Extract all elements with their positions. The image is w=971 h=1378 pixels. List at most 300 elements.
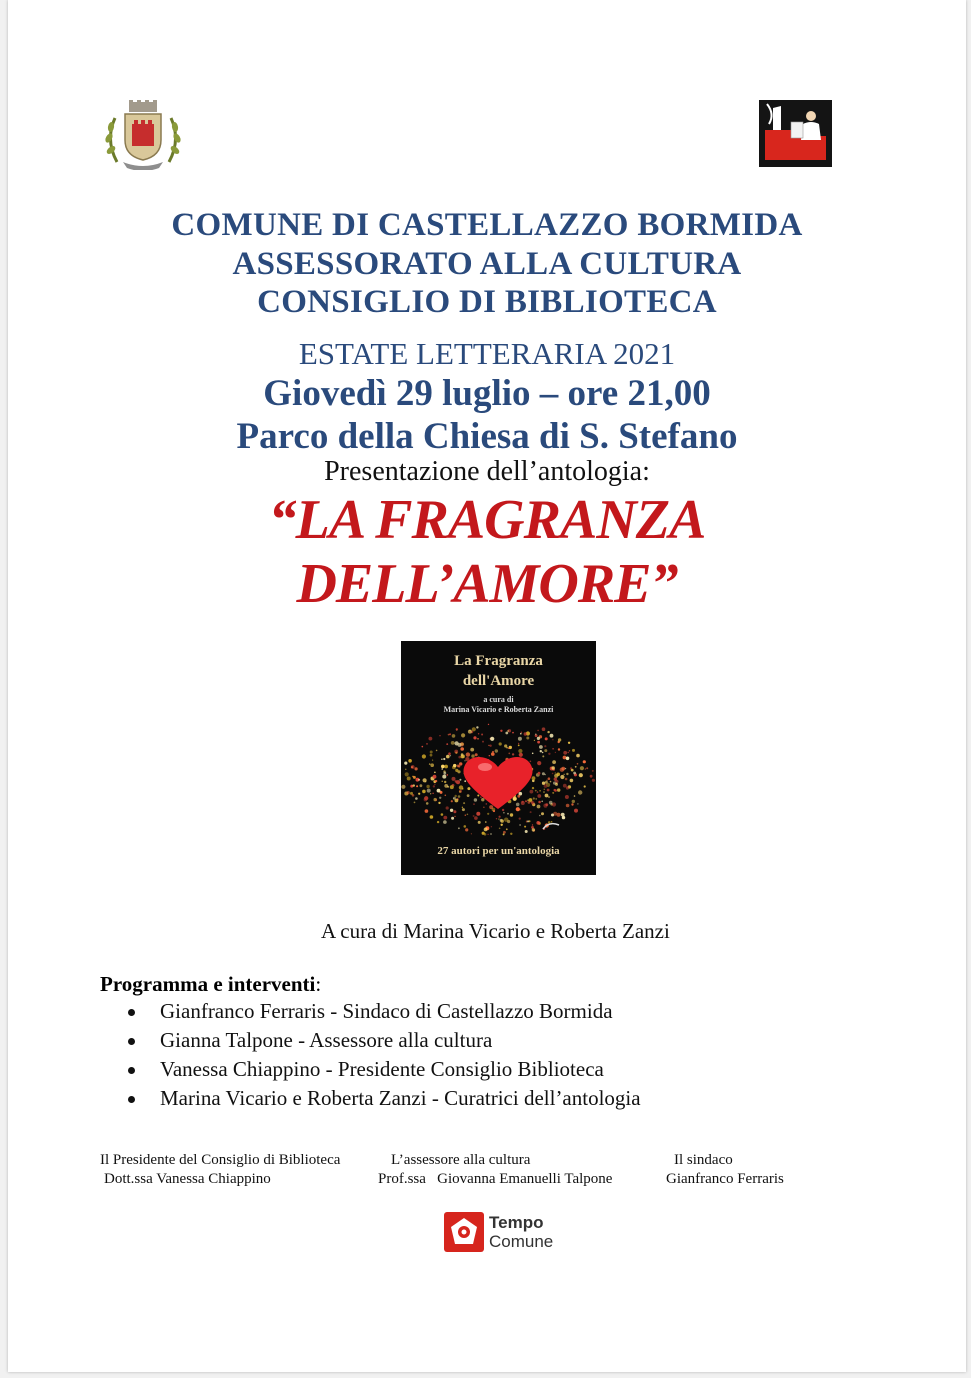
confetti-dot xyxy=(545,794,549,798)
confetti-dot xyxy=(552,802,556,806)
confetti-dot xyxy=(532,753,534,755)
document-page xyxy=(8,0,966,1372)
confetti-dot xyxy=(550,734,554,738)
confetti-dot xyxy=(485,821,487,823)
confetti-dot xyxy=(574,795,576,797)
confetti-dot xyxy=(499,828,501,830)
confetti-dot xyxy=(474,816,478,820)
confetti-dot xyxy=(435,780,437,782)
confetti-dot xyxy=(422,746,424,748)
confetti-dot xyxy=(539,815,541,817)
confetti-dot xyxy=(532,787,534,789)
confetti-dot xyxy=(429,737,433,741)
confetti-dot xyxy=(533,797,535,799)
confetti-dot xyxy=(537,805,541,809)
confetti-dot xyxy=(413,776,415,778)
confetti-dot xyxy=(518,743,519,744)
confetti-dot xyxy=(448,734,450,736)
heading-assessorato: ASSESSORATO ALLA CULTURA xyxy=(232,246,742,282)
confetti-dot xyxy=(554,789,556,791)
confetti-dot xyxy=(510,833,512,835)
confetti-dot xyxy=(537,737,540,740)
confetti-dot xyxy=(447,786,449,788)
confetti-dot xyxy=(451,800,453,802)
confetti-dot xyxy=(481,734,483,736)
confetti-dot xyxy=(547,789,550,792)
confetti-dot xyxy=(478,733,479,734)
confetti-dot xyxy=(477,795,479,797)
confetti-dot xyxy=(426,743,428,745)
confetti-dot xyxy=(427,789,431,793)
confetti-dot xyxy=(561,767,565,771)
event-series: ESTATE LETTERARIA 2021 xyxy=(298,336,676,371)
confetti-dot xyxy=(499,816,501,818)
confetti-dot xyxy=(473,803,475,805)
confetti-dot xyxy=(574,809,578,813)
confetti-dot xyxy=(448,752,451,755)
confetti-dot xyxy=(516,803,520,807)
confetti-dot xyxy=(572,749,575,752)
confetti-dot xyxy=(555,772,556,773)
confetti-dot xyxy=(545,781,548,784)
confetti-dot xyxy=(532,824,533,825)
confetti-dot xyxy=(474,798,477,801)
signature-role-assessore: L’assessore alla cultura xyxy=(391,1152,531,1168)
confetti-dot xyxy=(454,816,455,817)
confetti-dot xyxy=(542,727,546,731)
confetti-dot xyxy=(547,731,549,733)
confetti-burst xyxy=(401,717,596,837)
confetti-dot xyxy=(508,753,510,755)
program-list xyxy=(100,997,641,1113)
confetti-dot xyxy=(517,795,520,798)
signature-name-presidente: Dott.ssa Vanessa Chiappino xyxy=(104,1171,271,1187)
confetti-dot xyxy=(443,772,446,775)
list-item: Gianfranco Ferraris - Sindaco di Castellazzo Bormida xyxy=(100,997,641,1026)
confetti-dot xyxy=(501,824,503,826)
confetti-dot xyxy=(456,728,458,730)
book-cover-footer: 27 autori per un'antologia xyxy=(437,845,560,857)
confetti-dot xyxy=(530,761,532,763)
confetti-dot xyxy=(475,753,478,756)
confetti-dot xyxy=(549,801,553,805)
confetti-dot xyxy=(556,783,558,785)
confetti-dot xyxy=(418,779,420,781)
confetti-dot xyxy=(508,747,510,749)
confetti-dot xyxy=(563,751,567,755)
confetti-dot xyxy=(527,820,529,822)
confetti-dot xyxy=(441,765,445,769)
confetti-dot xyxy=(464,825,467,828)
confetti-dot xyxy=(467,787,470,790)
signature-name-assessore xyxy=(378,1171,612,1188)
confetti-dot xyxy=(542,772,545,775)
confetti-dot xyxy=(550,781,552,783)
confetti-dot xyxy=(434,772,436,774)
confetti-dot xyxy=(455,799,459,803)
confetti-dot xyxy=(443,820,447,824)
confetti-dot xyxy=(491,752,495,756)
confetti-dot xyxy=(527,799,529,801)
confetti-dot xyxy=(461,733,465,737)
confetti-dot xyxy=(503,831,506,834)
confetti-dot xyxy=(505,732,508,735)
signature-prefix-assessore: Prof.ssa xyxy=(378,1171,426,1187)
confetti-dot xyxy=(456,780,460,784)
confetti-dot xyxy=(561,813,565,817)
confetti-dot xyxy=(450,809,453,812)
confetti-dot xyxy=(519,818,521,820)
confetti-dot xyxy=(566,773,568,775)
book-cover-title-2: dell'Amore xyxy=(462,673,535,689)
confetti-dot xyxy=(486,803,488,805)
confetti-dot xyxy=(518,749,522,753)
signature-role-sindaco: Il sindaco xyxy=(674,1152,733,1168)
confetti-dot xyxy=(554,777,557,780)
confetti-dot xyxy=(490,737,494,741)
confetti-dot xyxy=(430,815,434,819)
confetti-dot xyxy=(462,807,463,808)
confetti-dot xyxy=(504,818,508,822)
confetti-dot xyxy=(507,813,509,815)
confetti-dot xyxy=(478,821,481,824)
confetti-dot xyxy=(521,801,525,805)
confetti-dot xyxy=(418,793,420,795)
confetti-dot xyxy=(537,730,539,732)
event-intro: Presentazione dell’antologia: xyxy=(324,456,650,487)
program-heading xyxy=(100,972,321,997)
confetti-dot xyxy=(538,772,541,775)
signature-fullname-assessore: Giovanna Emanuelli Talpone xyxy=(437,1171,613,1187)
confetti-dot xyxy=(415,767,418,770)
confetti-dot xyxy=(444,781,446,783)
heading-comune: COMUNE DI CASTELLAZZO BORMIDA xyxy=(171,207,803,243)
book-cover-image xyxy=(401,641,596,875)
confetti-dot xyxy=(406,791,409,794)
confetti-dot xyxy=(498,818,499,819)
tempo-comune-logo-icon xyxy=(444,1212,484,1252)
confetti-dot xyxy=(567,752,569,754)
signature-name-sindaco: Gianfranco Ferraris xyxy=(666,1171,784,1187)
confetti-dot xyxy=(548,753,550,755)
confetti-dot xyxy=(476,726,478,728)
confetti-dot xyxy=(555,752,556,753)
confetti-dot xyxy=(420,784,423,787)
confetti-dot xyxy=(415,797,418,800)
confetti-dot xyxy=(430,754,433,757)
confetti-dot xyxy=(501,819,504,822)
confetti-dot xyxy=(558,738,561,741)
confetti-dot xyxy=(491,826,492,827)
confetti-dot xyxy=(424,798,428,802)
confetti-dot xyxy=(551,821,553,823)
confetti-dot xyxy=(477,738,479,740)
confetti-dot xyxy=(538,801,541,804)
confetti-dot xyxy=(525,830,528,833)
confetti-dot xyxy=(518,745,520,747)
confetti-dot xyxy=(408,759,412,763)
confetti-dot xyxy=(422,754,426,758)
confetti-dot xyxy=(443,758,445,760)
confetti-dot xyxy=(462,788,464,790)
confetti-dot xyxy=(585,768,586,769)
confetti-dot xyxy=(441,813,444,816)
confetti-dot xyxy=(515,797,516,798)
confetti-dot xyxy=(539,745,543,749)
confetti-dot xyxy=(540,750,542,752)
confetti-dot xyxy=(560,775,564,779)
confetti-dot xyxy=(545,737,548,740)
confetti-dot xyxy=(430,751,433,754)
confetti-dot xyxy=(566,804,570,808)
confetti-dot xyxy=(404,762,407,765)
program-heading-colon: : xyxy=(315,972,322,996)
confetti-dot xyxy=(534,740,535,741)
confetti-dot xyxy=(528,801,531,804)
confetti-dot xyxy=(446,755,450,759)
confetti-dot xyxy=(445,795,447,797)
confetti-dot xyxy=(500,730,502,732)
confetti-dot xyxy=(450,755,451,756)
confetti-dot xyxy=(455,769,458,772)
list-item: Marina Vicario e Roberta Zanzi - Curatrici dell’antologia xyxy=(100,1084,641,1113)
confetti-dot xyxy=(425,809,429,813)
confetti-dot xyxy=(442,775,446,779)
confetti-dot xyxy=(563,784,567,788)
tempo-logo-line2: Comune xyxy=(489,1232,554,1251)
book-cover-curated: a cura di xyxy=(483,695,514,704)
confetti-dot xyxy=(441,759,442,760)
confetti-dot xyxy=(506,747,508,749)
confetti-dot xyxy=(592,770,594,772)
confetti-dot xyxy=(483,807,484,808)
confetti-dot xyxy=(435,799,437,801)
confetti-dot xyxy=(405,772,409,776)
confetti-dot xyxy=(503,833,505,835)
confetti-dot xyxy=(430,793,431,794)
confetti-dot xyxy=(569,750,570,751)
confetti-dot xyxy=(414,802,416,804)
confetti-dot xyxy=(535,790,537,792)
confetti-dot xyxy=(484,828,488,832)
confetti-dot xyxy=(436,750,438,752)
confetti-dot xyxy=(492,751,494,753)
confetti-dot xyxy=(536,821,540,825)
confetti-dot xyxy=(542,755,544,757)
confetti-dot xyxy=(488,834,489,835)
confetti-dot xyxy=(578,790,582,794)
confetti-dot xyxy=(459,779,461,781)
confetti-dot xyxy=(452,777,456,781)
confetti-dot xyxy=(564,774,565,775)
confetti-dot xyxy=(562,816,565,819)
confetti-dot xyxy=(450,785,454,789)
confetti-dot xyxy=(442,781,443,782)
confetti-dot xyxy=(488,724,489,725)
confetti-dot xyxy=(407,777,411,781)
confetti-dot xyxy=(542,752,544,754)
confetti-dot xyxy=(495,749,498,752)
confetti-dot xyxy=(470,748,474,752)
confetti-dot xyxy=(584,785,586,787)
confetti-dot xyxy=(554,774,558,778)
confetti-dot xyxy=(490,833,492,835)
confetti-dot xyxy=(416,785,418,787)
confetti-dot xyxy=(411,766,413,768)
confetti-dot xyxy=(572,800,575,803)
confetti-dot xyxy=(467,794,470,797)
confetti-dot xyxy=(512,753,514,755)
confetti-dot xyxy=(552,739,553,740)
confetti-dot xyxy=(432,793,433,794)
confetti-dot xyxy=(571,769,574,772)
confetti-dot xyxy=(506,828,508,830)
confetti-dot xyxy=(541,801,543,803)
confetti-dot xyxy=(537,761,541,765)
confetti-dot xyxy=(460,747,464,751)
confetti-dot xyxy=(405,769,406,770)
confetti-dot xyxy=(552,760,556,764)
confetti-dot xyxy=(446,806,449,809)
confetti-dot xyxy=(532,776,536,780)
coat-of-arms-icon xyxy=(101,100,185,170)
confetti-dot xyxy=(482,741,484,743)
confetti-dot xyxy=(433,785,435,787)
confetti-dot xyxy=(446,743,448,745)
confetti-dot xyxy=(413,784,415,786)
confetti-dot xyxy=(489,745,491,747)
confetti-dot xyxy=(423,778,427,782)
confetti-dot xyxy=(454,750,458,754)
confetti-dot xyxy=(590,775,593,778)
confetti-dot xyxy=(571,803,573,805)
confetti-dot xyxy=(575,766,577,768)
confetti-dot xyxy=(552,792,554,794)
confetti-dot xyxy=(576,754,580,758)
confetti-dot xyxy=(458,765,460,767)
confetti-dot xyxy=(524,732,527,735)
confetti-dot xyxy=(401,785,405,789)
confetti-dot xyxy=(586,767,588,769)
confetti-dot xyxy=(535,734,536,735)
confetti-dot xyxy=(565,778,568,781)
confetti-dot xyxy=(461,755,465,759)
book-cover-title-1: La Fragranza xyxy=(454,653,543,669)
confetti-dot xyxy=(443,816,447,820)
confetti-dot xyxy=(570,779,574,783)
confetti-dot xyxy=(453,810,456,813)
confetti-dot xyxy=(524,826,526,828)
curatela-line: A cura di Marina Vicario e Roberta Zanzi xyxy=(321,919,670,943)
confetti-dot xyxy=(566,786,569,789)
confetti-dot xyxy=(489,805,493,809)
confetti-dot xyxy=(463,802,465,804)
confetti-dot xyxy=(447,774,449,776)
confetti-dot xyxy=(512,732,514,734)
confetti-dot xyxy=(537,741,540,744)
confetti-dot xyxy=(566,757,570,761)
confetti-dot xyxy=(537,791,539,793)
confetti-dot xyxy=(573,772,576,775)
confetti-dot xyxy=(464,760,465,761)
confetti-dot xyxy=(502,809,504,811)
confetti-dot xyxy=(579,773,583,777)
book-cover-editors: Marina Vicario e Roberta Zanzi xyxy=(443,705,554,714)
confetti-dot xyxy=(552,773,554,775)
confetti-dot xyxy=(484,833,487,836)
confetti-dot xyxy=(525,800,527,802)
confetti-dot xyxy=(466,752,470,756)
confetti-dot xyxy=(541,812,544,815)
confetti-dot xyxy=(546,780,547,781)
confetti-dot xyxy=(535,798,537,800)
confetti-dot xyxy=(537,794,541,798)
confetti-dot xyxy=(520,733,522,735)
confetti-dot xyxy=(532,828,535,831)
program-heading-text: Programma e interventi xyxy=(100,972,316,996)
event-datetime: Giovedì 29 luglio – ore 21,00 xyxy=(263,373,711,414)
confetti-dot xyxy=(583,760,586,763)
confetti-dot xyxy=(580,766,584,770)
confetti-dot xyxy=(519,753,523,757)
confetti-dot xyxy=(465,815,466,816)
confetti-dot xyxy=(503,812,505,814)
confetti-dot xyxy=(552,748,554,750)
confetti-dot xyxy=(464,780,466,782)
confetti-dot xyxy=(530,790,534,794)
confetti-dot xyxy=(458,827,460,829)
confetti-dot xyxy=(552,766,555,769)
signature-role-presidente: Il Presidente del Consiglio di Biblioteca xyxy=(100,1152,341,1168)
confetti-dot xyxy=(426,785,429,788)
confetti-dot xyxy=(496,818,497,819)
confetti-dot xyxy=(568,742,570,744)
confetti-dot xyxy=(452,734,456,738)
confetti-dot xyxy=(453,764,456,767)
confetti-dot xyxy=(521,732,522,733)
confetti-dot xyxy=(539,790,541,792)
confetti-dot xyxy=(437,789,441,793)
confetti-dot xyxy=(433,775,437,779)
heading-consiglio: CONSIGLIO DI BIBLIOTECA xyxy=(257,284,717,320)
tempo-logo-line1: Tempo xyxy=(489,1213,544,1232)
confetti-dot xyxy=(426,802,429,805)
confetti-dot xyxy=(544,789,546,791)
confetti-dot xyxy=(471,754,474,757)
confetti-dot xyxy=(518,737,522,741)
confetti-dot xyxy=(465,828,468,831)
confetti-dot xyxy=(489,755,490,756)
confetti-dot xyxy=(507,730,509,732)
confetti-dot xyxy=(467,814,469,816)
confetti-dot xyxy=(473,736,476,739)
confetti-dot xyxy=(437,821,439,823)
library-reader-icon xyxy=(759,100,832,167)
confetti-dot xyxy=(530,811,532,813)
confetti-dot xyxy=(493,810,495,812)
confetti-dot xyxy=(480,797,481,798)
list-item: Gianna Talpone - Assessore alla cultura xyxy=(100,1026,641,1055)
confetti-dot xyxy=(460,763,462,765)
confetti-dot xyxy=(544,745,546,747)
confetti-dot xyxy=(557,788,560,791)
confetti-dot xyxy=(545,803,548,806)
confetti-dot xyxy=(516,807,520,811)
confetti-dot xyxy=(531,801,534,804)
confetti-dot xyxy=(468,730,472,734)
confetti-dot xyxy=(471,833,472,834)
confetti-dot xyxy=(548,796,550,798)
